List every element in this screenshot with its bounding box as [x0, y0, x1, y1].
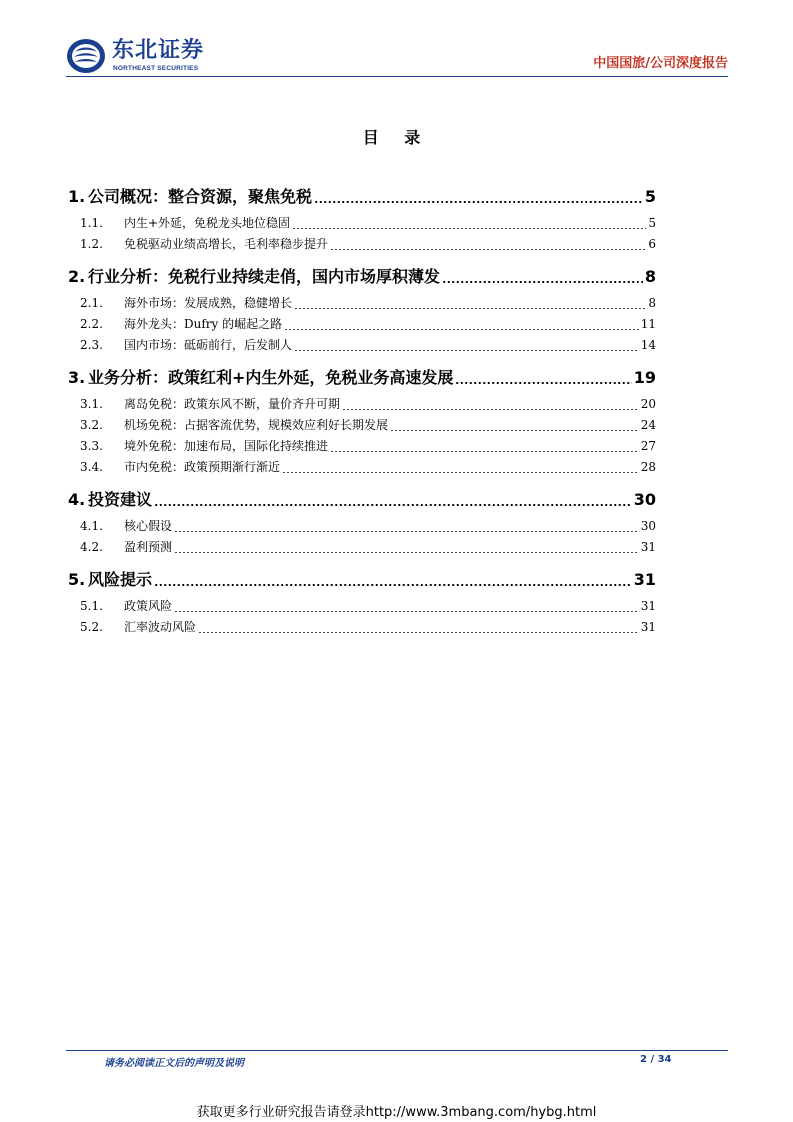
toc-entry-title: 投资建议 [88, 490, 153, 509]
toc-dot-leader [330, 249, 646, 250]
toc-entry-page: 27 [640, 439, 656, 453]
footer-disclaimer: 请务必阅读正文后的声明及说明 [104, 1058, 244, 1069]
toc-entry-number: 5. [68, 570, 86, 589]
toc-entry-title: 行业分析：免税行业持续走俏，国内市场厚积薄发 [88, 267, 441, 286]
toc-subsection-entry[interactable] [68, 234, 656, 255]
company-logo [66, 38, 226, 74]
toc-entry-number: 1.1. [80, 216, 103, 230]
toc-entry-page: 31 [633, 570, 656, 589]
toc-entry-title: 盈利预测 [124, 540, 173, 554]
toc-entry-page: 6 [648, 237, 656, 251]
toc-entry-page: 31 [640, 599, 656, 613]
toc-subsection-entry[interactable] [68, 436, 656, 457]
toc-entry-title: 市内免税：政策预期渐行渐近 [124, 460, 281, 474]
toc-dot-leader [390, 430, 639, 431]
toc-entry-page: 8 [644, 267, 656, 286]
toc-entry-page: 5 [644, 187, 656, 206]
toc-dot-leader [294, 350, 639, 351]
toc-entry-title: 境外免税：加速布局，国际化持续推进 [124, 439, 329, 453]
toc-section-entry[interactable] [68, 487, 656, 512]
toc-dot-leader [282, 472, 639, 473]
toc-entry-number: 4.2. [80, 540, 103, 554]
toc-entry-title: 风险提示 [88, 570, 153, 589]
toc-subsection-entry[interactable] [68, 457, 656, 478]
logo-english-name: NORTHEAST SECURITIES [113, 65, 199, 72]
toc-entry-title: 核心假设 [124, 519, 173, 533]
toc-entry-number: 4.1. [80, 519, 103, 533]
toc-entry-number: 1.2. [80, 237, 103, 251]
toc-entry-number: 2.3. [80, 338, 103, 352]
header-divider [66, 76, 728, 77]
toc-entry-page: 8 [648, 296, 656, 310]
toc-dot-leader [174, 552, 639, 553]
toc-subsection-entry[interactable] [68, 617, 656, 638]
toc-dot-leader [294, 308, 646, 309]
toc-entry-page: 28 [640, 460, 656, 474]
toc-entry-title: 海外市场：发展成熟，稳健增长 [124, 296, 293, 310]
toc-dot-leader [342, 409, 639, 410]
toc-entry-number: 2.1. [80, 296, 103, 310]
toc-entry-page: 19 [633, 368, 656, 387]
toc-entry-page: 30 [633, 490, 656, 509]
toc-dot-leader [174, 531, 639, 532]
toc-subsection-entry[interactable] [68, 596, 656, 617]
toc-dot-leader [455, 382, 631, 384]
toc-dot-leader [330, 451, 639, 452]
toc-subsection-entry[interactable] [68, 293, 656, 314]
toc-entry-number: 3.4. [80, 460, 103, 474]
toc-subsection-entry[interactable] [68, 415, 656, 436]
toc-subsection-entry[interactable] [68, 314, 656, 335]
toc-entry-page: 31 [640, 620, 656, 634]
toc-section-entry[interactable] [68, 567, 656, 592]
toc-subsection-entry[interactable] [68, 394, 656, 415]
toc-dot-leader [154, 584, 632, 586]
toc-entry-page: 5 [648, 216, 656, 230]
toc-dot-leader [284, 329, 639, 330]
download-watermark: 获取更多行业研究报告请登录http://www.3mbang.com/hybg.html [196, 1105, 597, 1120]
toc-dot-leader [314, 201, 643, 203]
toc-entry-number: 4. [68, 490, 86, 509]
toc-entry-page: 30 [640, 519, 656, 533]
toc-entry-title: 内生+外延，免税龙头地位稳固 [124, 216, 291, 230]
toc-entry-title: 公司概况：整合资源，聚焦免税 [88, 187, 313, 206]
toc-entry-number: 3.3. [80, 439, 103, 453]
toc-entry-number: 2. [68, 267, 86, 286]
toc-section-entry[interactable] [68, 184, 656, 209]
toc-entry-title: 机场免税：占据客流优势，规模效应利好长期发展 [124, 418, 389, 432]
toc-title: 目 录 [362, 128, 431, 147]
toc-entry-title: 免税驱动业绩高增长，毛利率稳步提升 [124, 237, 329, 251]
footer-page-number: 2 / 34 [640, 1054, 672, 1065]
toc-entry-number: 3. [68, 368, 86, 387]
toc-subsection-entry[interactable] [68, 335, 656, 356]
toc-entry-number: 2.2. [80, 317, 103, 331]
toc-entry-title: 业务分析：政策红利+内生外延，免税业务高速发展 [88, 368, 454, 387]
logo-icon [66, 38, 106, 74]
report-type-label: 中国国旅/公司深度报告 [593, 56, 728, 71]
toc-entry-page: 11 [640, 317, 656, 331]
toc-entry-page: 20 [640, 397, 656, 411]
toc-entry-page: 14 [640, 338, 656, 352]
toc-entry-title: 国内市场：砥砺前行，后发制人 [124, 338, 293, 352]
page-header [66, 30, 728, 80]
toc-entry-number: 5.2. [80, 620, 103, 634]
toc-section-entry[interactable] [68, 365, 656, 390]
table-of-contents [68, 184, 656, 638]
toc-section-entry[interactable] [68, 264, 656, 289]
toc-entry-number: 5.1. [80, 599, 103, 613]
toc-entry-title: 汇率波动风险 [124, 620, 197, 634]
footer-divider [66, 1050, 728, 1051]
toc-entry-number: 3.1. [80, 397, 103, 411]
toc-entry-page: 31 [640, 540, 656, 554]
toc-entry-title: 离岛免税：政策东风不断，量价齐升可期 [124, 397, 341, 411]
toc-entry-title: 政策风险 [124, 599, 173, 613]
toc-entry-number: 1. [68, 187, 86, 206]
toc-entry-number: 3.2. [80, 418, 103, 432]
toc-entry-title: 海外龙头：Dufry 的崛起之路 [124, 317, 283, 331]
toc-dot-leader [154, 504, 632, 506]
toc-subsection-entry[interactable] [68, 213, 656, 234]
toc-subsection-entry[interactable] [68, 516, 656, 537]
toc-subsection-entry[interactable] [68, 537, 656, 558]
toc-dot-leader [174, 611, 639, 612]
toc-dot-leader [198, 632, 639, 633]
logo-chinese-name: 东北证券 [112, 38, 205, 63]
toc-dot-leader [442, 281, 643, 283]
toc-entry-page: 24 [640, 418, 656, 432]
toc-dot-leader [292, 228, 646, 229]
